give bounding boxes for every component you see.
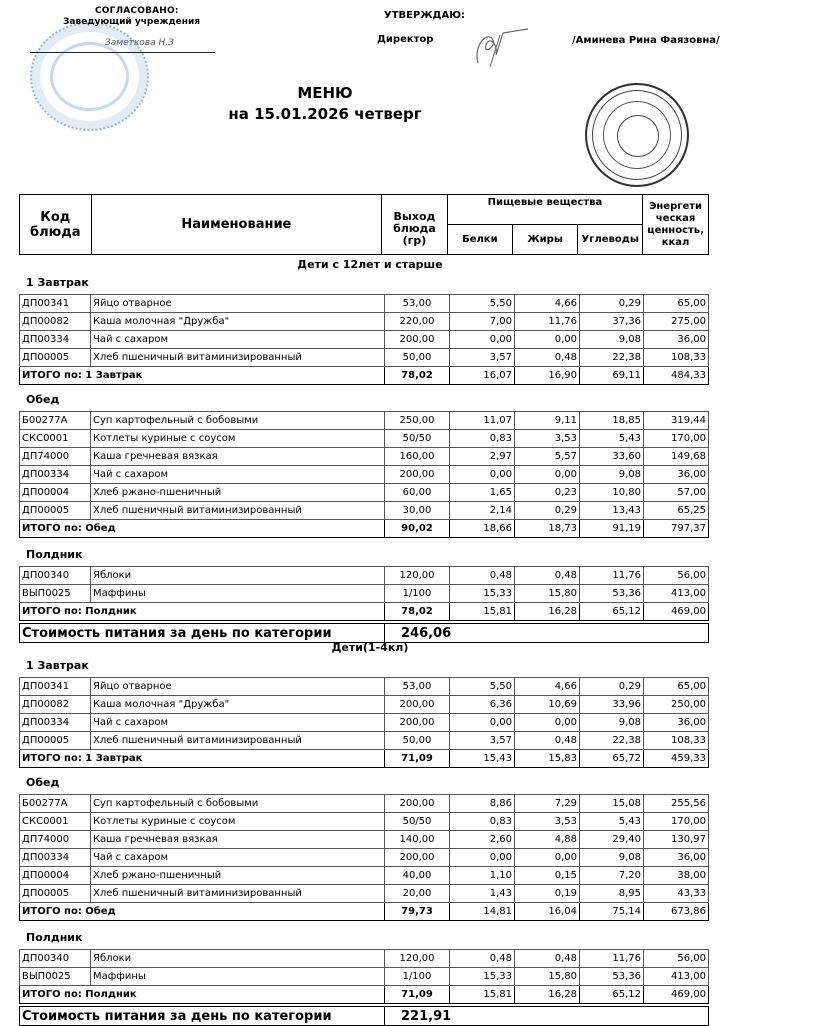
table-row (20, 714, 709, 732)
col-fat: Жиры (513, 225, 578, 255)
table-row (20, 430, 709, 448)
table-row (20, 831, 709, 849)
dish-energy: 36,00 (644, 849, 709, 867)
dish-energy: 319,44 (644, 412, 709, 430)
meal-table (19, 294, 709, 385)
dish-yield: 200,00 (385, 849, 450, 867)
dish-protein: 0,48 (450, 950, 515, 968)
approve-title: УТВЕРЖДАЮ: (384, 10, 465, 21)
table-row (20, 968, 709, 986)
dish-energy: 275,00 (644, 313, 709, 331)
dish-protein: 0,48 (450, 567, 515, 585)
dish-name: Хлеб пшеничный витаминизированный (91, 885, 385, 903)
meal-title: Полдник (26, 548, 83, 561)
total-energy: 797,37 (644, 520, 709, 538)
dish-carbs: 29,40 (580, 831, 644, 849)
dish-fat: 0,15 (515, 867, 580, 885)
total-energy: 459,33 (644, 750, 709, 768)
meal-title: Обед (26, 393, 60, 406)
total-energy: 469,00 (644, 986, 709, 1004)
total-fat: 18,73 (515, 520, 580, 538)
table-row (20, 795, 709, 813)
meal-table (19, 411, 709, 538)
dish-yield: 200,00 (385, 795, 450, 813)
dish-energy: 65,00 (644, 295, 709, 313)
table-row (20, 885, 709, 903)
dish-energy: 38,00 (644, 867, 709, 885)
dish-carbs: 5,43 (580, 813, 644, 831)
dish-fat: 15,80 (515, 585, 580, 603)
total-carbs: 91,19 (580, 520, 644, 538)
dish-fat: 4,88 (515, 831, 580, 849)
menu-title: МЕНЮ (297, 84, 353, 102)
dish-fat: 3,53 (515, 813, 580, 831)
daily-cost-row (20, 624, 709, 643)
dish-name: Чай с сахаром (91, 714, 385, 732)
dish-name: Каша молочная "Дружба" (91, 313, 385, 331)
col-carbs: Углеводы (578, 225, 643, 255)
dish-energy: 36,00 (644, 466, 709, 484)
dish-yield: 120,00 (385, 950, 450, 968)
table-row (20, 813, 709, 831)
column-header-table (19, 194, 709, 255)
total-label: ИТОГО по: Обед (20, 903, 385, 921)
dish-code: ДП00341 (20, 678, 91, 696)
dish-carbs: 9,08 (580, 331, 644, 349)
dish-protein: 2,60 (450, 831, 515, 849)
dish-carbs: 53,36 (580, 585, 644, 603)
total-price: 71,09 (385, 750, 450, 768)
dish-carbs: 11,76 (580, 567, 644, 585)
total-label: ИТОГО по: 1 Завтрак (20, 367, 385, 385)
total-protein: 14,81 (450, 903, 515, 921)
dish-code: СКС0001 (20, 430, 91, 448)
dish-carbs: 22,38 (580, 349, 644, 367)
dish-protein: 5,50 (450, 295, 515, 313)
dish-yield: 120,00 (385, 567, 450, 585)
dish-name: Котлеты куриные с соусом (91, 430, 385, 448)
dish-fat: 0,48 (515, 950, 580, 968)
dish-yield: 220,00 (385, 313, 450, 331)
dish-fat: 0,00 (515, 714, 580, 732)
dish-carbs: 22,38 (580, 732, 644, 750)
dish-fat: 3,53 (515, 430, 580, 448)
dish-yield: 200,00 (385, 466, 450, 484)
dish-yield: 50/50 (385, 813, 450, 831)
table-row (20, 331, 709, 349)
daily-cost-value: 246,06 (385, 624, 709, 643)
dish-code: ДП00341 (20, 295, 91, 313)
total-protein: 16,07 (450, 367, 515, 385)
dish-name: Котлеты куриные с соусом (91, 813, 385, 831)
dish-protein: 8,86 (450, 795, 515, 813)
total-label: ИТОГО по: Полдник (20, 986, 385, 1004)
dish-energy: 43,33 (644, 885, 709, 903)
total-fat: 16,90 (515, 367, 580, 385)
dish-fat: 0,23 (515, 484, 580, 502)
total-price: 78,02 (385, 367, 450, 385)
col-nutrients: Пищевые вещества (447, 195, 642, 225)
dish-protein: 7,00 (450, 313, 515, 331)
dish-code: ДП00005 (20, 732, 91, 750)
dish-code: ДП00334 (20, 849, 91, 867)
col-protein: Белки (447, 225, 512, 255)
dish-carbs: 10,80 (580, 484, 644, 502)
menu-date: на 15.01.2026 четверг (228, 105, 422, 123)
total-protein: 18,66 (450, 520, 515, 538)
table-row (20, 732, 709, 750)
total-fat: 16,28 (515, 986, 580, 1004)
meal-table (19, 677, 709, 768)
col-name: Наименование (91, 195, 382, 255)
dish-fat: 0,48 (515, 732, 580, 750)
dish-code: ДП00340 (20, 950, 91, 968)
col-yield: Выход блюда (гр) (382, 195, 447, 255)
total-fat: 16,04 (515, 903, 580, 921)
dish-code: ДП00334 (20, 714, 91, 732)
total-carbs: 65,72 (580, 750, 644, 768)
director-name: /Аминева Рина Фаязовна/ (572, 35, 720, 46)
meal-title: 1 Завтрак (26, 276, 89, 289)
dish-yield: 50,00 (385, 732, 450, 750)
dish-protein: 2,14 (450, 502, 515, 520)
meal-total-row (20, 367, 709, 385)
dish-code: ДП00082 (20, 696, 91, 714)
dish-protein: 0,00 (450, 466, 515, 484)
dish-fat: 0,48 (515, 567, 580, 585)
dish-protein: 0,00 (450, 849, 515, 867)
dish-energy: 250,00 (644, 696, 709, 714)
table-row (20, 867, 709, 885)
dish-name: Яйцо отварное (91, 295, 385, 313)
category-title: Дети(1-4кл) (331, 641, 409, 654)
table-row (20, 696, 709, 714)
total-label: ИТОГО по: Обед (20, 520, 385, 538)
total-fat: 16,28 (515, 603, 580, 621)
dish-code: СКС0001 (20, 813, 91, 831)
total-price: 90,02 (385, 520, 450, 538)
dish-carbs: 15,08 (580, 795, 644, 813)
table-row (20, 313, 709, 331)
dish-yield: 50/50 (385, 430, 450, 448)
dish-energy: 57,00 (644, 484, 709, 502)
total-protein: 15,81 (450, 603, 515, 621)
agreed-signature-text: Заметкова Н.З (105, 38, 174, 48)
dish-name: Хлеб пшеничный витаминизированный (91, 502, 385, 520)
total-energy: 673,86 (644, 903, 709, 921)
dish-protein: 1,43 (450, 885, 515, 903)
daily-cost-label: Стоимость питания за день по категории (20, 1007, 385, 1026)
table-row (20, 484, 709, 502)
dish-energy: 255,56 (644, 795, 709, 813)
dish-yield: 50,00 (385, 349, 450, 367)
total-carbs: 65,12 (580, 986, 644, 1004)
meal-total-row (20, 603, 709, 621)
dish-energy: 56,00 (644, 950, 709, 968)
meal-total-row (20, 986, 709, 1004)
dish-yield: 1/100 (385, 968, 450, 986)
dish-protein: 2,97 (450, 448, 515, 466)
dish-protein: 15,33 (450, 968, 515, 986)
dish-energy: 65,00 (644, 678, 709, 696)
signature-icon (468, 25, 538, 70)
dish-protein: 1,65 (450, 484, 515, 502)
dish-carbs: 9,08 (580, 849, 644, 867)
dish-name: Каша гречневая вязкая (91, 448, 385, 466)
dish-name: Каша гречневая вязкая (91, 831, 385, 849)
dish-energy: 36,00 (644, 331, 709, 349)
dish-protein: 0,83 (450, 430, 515, 448)
dish-code: ДП00005 (20, 502, 91, 520)
dish-energy: 108,33 (644, 349, 709, 367)
meal-title: Обед (26, 776, 60, 789)
dish-fat: 0,48 (515, 349, 580, 367)
dish-name: Чай с сахаром (91, 331, 385, 349)
dish-carbs: 5,43 (580, 430, 644, 448)
table-row (20, 448, 709, 466)
dish-code: Б00277А (20, 412, 91, 430)
dish-code: ДП00082 (20, 313, 91, 331)
dish-protein: 11,07 (450, 412, 515, 430)
dish-energy: 108,33 (644, 732, 709, 750)
total-protein: 15,81 (450, 986, 515, 1004)
total-energy: 484,33 (644, 367, 709, 385)
dish-protein: 15,33 (450, 585, 515, 603)
meal-title: Полдник (26, 931, 83, 944)
dish-code: ДП00334 (20, 331, 91, 349)
table-row (20, 295, 709, 313)
dish-carbs: 13,43 (580, 502, 644, 520)
table-row (20, 585, 709, 603)
dish-protein: 0,00 (450, 714, 515, 732)
dish-carbs: 53,36 (580, 968, 644, 986)
dish-yield: 200,00 (385, 714, 450, 732)
dish-fat: 15,80 (515, 968, 580, 986)
dish-carbs: 33,96 (580, 696, 644, 714)
dish-code: ДП74000 (20, 831, 91, 849)
daily-cost-table (19, 1006, 709, 1026)
dish-fat: 0,00 (515, 466, 580, 484)
dish-energy: 149,68 (644, 448, 709, 466)
dish-name: Чай с сахаром (91, 849, 385, 867)
dish-carbs: 9,08 (580, 466, 644, 484)
dish-name: Каша молочная "Дружба" (91, 696, 385, 714)
table-row (20, 349, 709, 367)
table-row (20, 678, 709, 696)
dish-carbs: 33,60 (580, 448, 644, 466)
total-price: 79,73 (385, 903, 450, 921)
dish-protein: 1,10 (450, 867, 515, 885)
total-price: 78,02 (385, 603, 450, 621)
dish-fat: 10,69 (515, 696, 580, 714)
dish-fat: 4,66 (515, 295, 580, 313)
dish-energy: 170,00 (644, 430, 709, 448)
dish-carbs: 37,36 (580, 313, 644, 331)
table-row (20, 466, 709, 484)
total-carbs: 65,12 (580, 603, 644, 621)
col-code: Код блюда (20, 195, 92, 255)
dish-fat: 7,29 (515, 795, 580, 813)
dish-fat: 11,76 (515, 313, 580, 331)
dish-name: Чай с сахаром (91, 466, 385, 484)
total-carbs: 75,14 (580, 903, 644, 921)
dish-code: Б00277А (20, 795, 91, 813)
table-row (20, 502, 709, 520)
dish-yield: 53,00 (385, 678, 450, 696)
dish-energy: 56,00 (644, 567, 709, 585)
dish-yield: 200,00 (385, 696, 450, 714)
col-energy: Энергети ческая ценность, ккал (643, 195, 709, 255)
total-fat: 15,83 (515, 750, 580, 768)
director-label: Директор (377, 34, 434, 45)
meal-total-row (20, 750, 709, 768)
dish-fat: 0,00 (515, 849, 580, 867)
daily-cost-row (20, 1007, 709, 1026)
table-row (20, 412, 709, 430)
dish-energy: 413,00 (644, 968, 709, 986)
meal-table (19, 794, 709, 921)
dish-yield: 40,00 (385, 867, 450, 885)
dish-code: ВЫП0025 (20, 968, 91, 986)
dish-yield: 140,00 (385, 831, 450, 849)
dish-carbs: 7,20 (580, 867, 644, 885)
dish-energy: 36,00 (644, 714, 709, 732)
category-title: Дети с 12лет и старше (297, 258, 443, 271)
dish-name: Суп картофельный с бобовыми (91, 795, 385, 813)
dish-protein: 3,57 (450, 349, 515, 367)
dish-yield: 20,00 (385, 885, 450, 903)
table-row (20, 849, 709, 867)
agreed-title: СОГЛАСОВАНО: (95, 6, 179, 16)
daily-cost-label: Стоимость питания за день по категории (20, 624, 385, 643)
table-row (20, 950, 709, 968)
dish-code: ДП00340 (20, 567, 91, 585)
total-energy: 469,00 (644, 603, 709, 621)
dish-carbs: 0,29 (580, 295, 644, 313)
dish-name: Яйцо отварное (91, 678, 385, 696)
dish-yield: 60,00 (385, 484, 450, 502)
meal-total-row (20, 520, 709, 538)
dish-protein: 0,00 (450, 331, 515, 349)
dish-energy: 170,00 (644, 813, 709, 831)
meal-table (19, 949, 709, 1004)
dish-fat: 4,66 (515, 678, 580, 696)
dish-name: Хлеб ржано-пшеничный (91, 867, 385, 885)
dish-protein: 6,36 (450, 696, 515, 714)
dish-name: Яблоки (91, 567, 385, 585)
dish-code: ДП00004 (20, 867, 91, 885)
dish-energy: 130,97 (644, 831, 709, 849)
dish-name: Суп картофельный с бобовыми (91, 412, 385, 430)
total-protein: 15,43 (450, 750, 515, 768)
dish-fat: 0,19 (515, 885, 580, 903)
dish-name: Маффины (91, 585, 385, 603)
meal-table (19, 566, 709, 621)
dish-yield: 1/100 (385, 585, 450, 603)
dish-code: ДП00005 (20, 349, 91, 367)
total-price: 71,09 (385, 986, 450, 1004)
dish-fat: 9,11 (515, 412, 580, 430)
dish-carbs: 18,85 (580, 412, 644, 430)
dish-name: Хлеб пшеничный витаминизированный (91, 732, 385, 750)
dish-name: Маффины (91, 968, 385, 986)
dish-name: Хлеб пшеничный витаминизированный (91, 349, 385, 367)
dish-fat: 0,00 (515, 331, 580, 349)
dish-protein: 0,83 (450, 813, 515, 831)
dish-yield: 160,00 (385, 448, 450, 466)
dish-code: ДП00334 (20, 466, 91, 484)
meal-title: 1 Завтрак (26, 659, 89, 672)
dish-carbs: 8,95 (580, 885, 644, 903)
dish-protein: 5,50 (450, 678, 515, 696)
dish-carbs: 11,76 (580, 950, 644, 968)
dish-code: ДП74000 (20, 448, 91, 466)
total-label: ИТОГО по: 1 Завтрак (20, 750, 385, 768)
dish-name: Яблоки (91, 950, 385, 968)
meal-total-row (20, 903, 709, 921)
dish-energy: 65,25 (644, 502, 709, 520)
total-carbs: 69,11 (580, 367, 644, 385)
dish-fat: 0,29 (515, 502, 580, 520)
dish-yield: 250,00 (385, 412, 450, 430)
daily-cost-table (19, 623, 709, 643)
total-label: ИТОГО по: Полдник (20, 603, 385, 621)
dish-code: ВЫП0025 (20, 585, 91, 603)
dish-code: ДП00005 (20, 885, 91, 903)
dish-carbs: 0,29 (580, 678, 644, 696)
agreed-subtitle: Заведующий учреждения (63, 17, 201, 27)
dish-protein: 3,57 (450, 732, 515, 750)
dish-fat: 5,57 (515, 448, 580, 466)
table-row (20, 567, 709, 585)
dish-code: ДП00004 (20, 484, 91, 502)
dish-yield: 53,00 (385, 295, 450, 313)
daily-cost-value: 221,91 (385, 1007, 709, 1026)
dish-yield: 200,00 (385, 331, 450, 349)
dish-name: Хлеб ржано-пшеничный (91, 484, 385, 502)
dish-carbs: 9,08 (580, 714, 644, 732)
dish-yield: 30,00 (385, 502, 450, 520)
dish-energy: 413,00 (644, 585, 709, 603)
